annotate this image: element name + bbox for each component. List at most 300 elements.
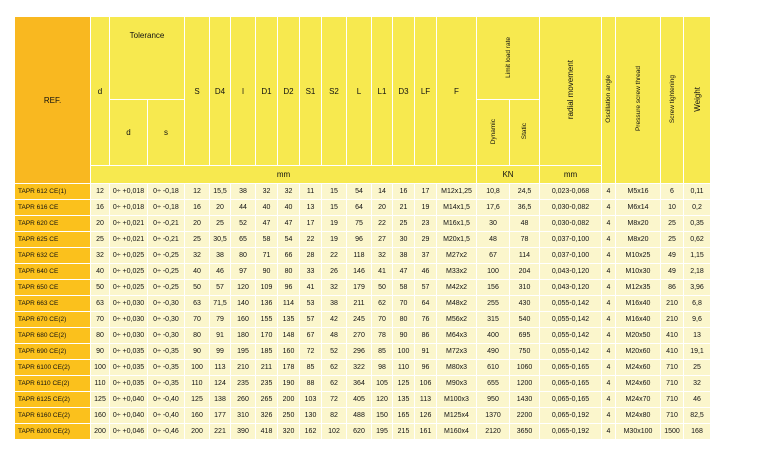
value-cell: 4: [602, 376, 616, 392]
value-cell: 44: [231, 200, 256, 216]
value-cell: 0,2: [684, 200, 711, 216]
l-big-header: L: [347, 17, 372, 166]
value-cell: 0,037-0,100: [540, 248, 602, 264]
value-cell: 211: [256, 360, 278, 376]
value-cell: M12x35: [616, 280, 661, 296]
value-cell: 430: [510, 296, 540, 312]
value-cell: 695: [510, 328, 540, 344]
value-cell: 750: [510, 344, 540, 360]
ref-cell: TAPR 670 CE(2): [15, 312, 91, 328]
value-cell: 114: [510, 248, 540, 264]
value-cell: M64x3: [437, 328, 477, 344]
value-cell: 80: [278, 264, 300, 280]
value-cell: 135: [278, 312, 300, 328]
value-cell: 0÷ +0,025: [110, 280, 148, 296]
value-cell: M80x3: [437, 360, 477, 376]
value-cell: 58: [256, 232, 278, 248]
value-cell: 235: [231, 376, 256, 392]
value-cell: M5x16: [616, 184, 661, 200]
weight-header: [684, 17, 711, 184]
value-cell: 109: [256, 280, 278, 296]
value-cell: 0÷ +0,030: [110, 312, 148, 328]
value-cell: 48: [510, 216, 540, 232]
value-cell: 57: [415, 280, 437, 296]
value-cell: 99: [210, 344, 231, 360]
table-row: [15, 360, 711, 376]
value-cell: 4: [602, 392, 616, 408]
table-row: [15, 392, 711, 408]
value-cell: 58: [393, 280, 415, 296]
value-cell: 405: [347, 392, 372, 408]
value-cell: 32: [322, 280, 347, 296]
value-cell: M100x3: [437, 392, 477, 408]
value-cell: 120: [231, 280, 256, 296]
value-cell: 15: [322, 200, 347, 216]
value-cell: 32: [372, 248, 393, 264]
value-cell: 66: [278, 248, 300, 264]
value-cell: M14x1,5: [437, 200, 477, 216]
value-cell: 100: [477, 264, 510, 280]
value-cell: 320: [278, 424, 300, 440]
value-cell: 49: [661, 248, 684, 264]
value-cell: M24x60: [616, 376, 661, 392]
value-cell: 67: [300, 328, 322, 344]
table-row: [15, 424, 711, 440]
value-cell: 70: [185, 312, 210, 328]
table-row: [15, 216, 711, 232]
value-cell: 32: [185, 248, 210, 264]
value-cell: 130: [300, 408, 322, 424]
value-cell: 9,6: [684, 312, 711, 328]
value-cell: 0÷ -0,30: [148, 328, 185, 344]
value-cell: M42x2: [437, 280, 477, 296]
value-cell: 38: [393, 248, 415, 264]
value-cell: 85: [372, 344, 393, 360]
value-cell: M72x3: [437, 344, 477, 360]
value-cell: 6,8: [684, 296, 711, 312]
value-cell: 71: [256, 248, 278, 264]
screw-tightening-label: Screw tightening: [668, 74, 676, 124]
value-cell: 211: [347, 296, 372, 312]
value-cell: 310: [231, 408, 256, 424]
value-cell: 710: [661, 376, 684, 392]
value-cell: 138: [210, 392, 231, 408]
value-cell: 0÷ -0,18: [148, 200, 185, 216]
value-cell: 250: [278, 408, 300, 424]
value-cell: 50: [372, 280, 393, 296]
ref-cell: TAPR 612 CE(1): [15, 184, 91, 200]
value-cell: 47: [278, 216, 300, 232]
value-cell: 42: [322, 312, 347, 328]
value-cell: 0÷ +0,030: [110, 328, 148, 344]
value-cell: 100: [185, 360, 210, 376]
value-cell: 0,037-0,100: [540, 232, 602, 248]
value-cell: 50: [91, 280, 110, 296]
value-cell: M16x40: [616, 296, 661, 312]
value-cell: 63: [91, 296, 110, 312]
value-cell: M20x60: [616, 344, 661, 360]
value-cell: 195: [231, 344, 256, 360]
value-cell: 75: [347, 216, 372, 232]
value-cell: M20x1,5: [437, 232, 477, 248]
value-cell: 46: [415, 264, 437, 280]
value-cell: 160: [185, 408, 210, 424]
value-cell: M6x14: [616, 200, 661, 216]
value-cell: 41: [300, 280, 322, 296]
value-cell: 610: [477, 360, 510, 376]
value-cell: 96: [347, 232, 372, 248]
value-cell: 165: [393, 408, 415, 424]
value-cell: 80: [91, 328, 110, 344]
value-cell: 2200: [510, 408, 540, 424]
value-cell: 0÷ -0,35: [148, 344, 185, 360]
value-cell: 0,055-0,142: [540, 328, 602, 344]
value-cell: 17: [300, 216, 322, 232]
table-header: [15, 17, 711, 184]
value-cell: 64: [347, 200, 372, 216]
value-cell: 0÷ -0,35: [148, 360, 185, 376]
value-cell: 19: [322, 232, 347, 248]
value-cell: 540: [510, 312, 540, 328]
tolerance-header: Tolerance: [110, 17, 185, 100]
value-cell: 0÷ +0,035: [110, 360, 148, 376]
value-cell: 40: [278, 200, 300, 216]
value-cell: 0÷ -0,46: [148, 424, 185, 440]
value-cell: 221: [210, 424, 231, 440]
value-cell: 54: [347, 184, 372, 200]
value-cell: 29: [415, 232, 437, 248]
ref-cell: TAPR 6125 CE(2): [15, 392, 91, 408]
value-cell: 146: [347, 264, 372, 280]
value-cell: 100: [91, 360, 110, 376]
value-cell: 23: [415, 216, 437, 232]
value-cell: 168: [684, 424, 711, 440]
value-cell: 19: [322, 216, 347, 232]
value-cell: 32: [91, 248, 110, 264]
value-cell: 27: [372, 232, 393, 248]
ref-cell: TAPR 650 CE: [15, 280, 91, 296]
unit-mm-radial: mm: [540, 166, 602, 184]
value-cell: 80: [185, 328, 210, 344]
value-cell: 490: [477, 344, 510, 360]
value-cell: 0,62: [684, 232, 711, 248]
value-cell: M30x100: [616, 424, 661, 440]
value-cell: 0,065-0,192: [540, 408, 602, 424]
value-cell: 54: [278, 232, 300, 248]
value-cell: 41: [372, 264, 393, 280]
value-cell: 85: [300, 360, 322, 376]
value-cell: 20: [185, 216, 210, 232]
value-cell: 72: [300, 344, 322, 360]
value-cell: 204: [510, 264, 540, 280]
value-cell: 0,030-0,082: [540, 200, 602, 216]
value-cell: 52: [231, 216, 256, 232]
dynamic-label: Dynamic: [489, 118, 497, 145]
value-cell: M24x60: [616, 360, 661, 376]
value-cell: M20x50: [616, 328, 661, 344]
value-cell: 62: [322, 376, 347, 392]
value-cell: 296: [347, 344, 372, 360]
value-cell: 86: [415, 328, 437, 344]
value-cell: 185: [256, 344, 278, 360]
d-header: d: [91, 17, 110, 166]
value-cell: 125: [185, 392, 210, 408]
table-row: [15, 312, 711, 328]
value-cell: 98: [372, 360, 393, 376]
value-cell: 91: [415, 344, 437, 360]
table-row: [15, 248, 711, 264]
table-row: [15, 408, 711, 424]
value-cell: 4: [602, 312, 616, 328]
value-cell: 0,043-0,120: [540, 264, 602, 280]
d3-header: D3: [393, 17, 415, 166]
value-cell: 70: [393, 296, 415, 312]
radial-movement-label: radial movement: [566, 60, 575, 120]
value-cell: 200: [185, 424, 210, 440]
value-cell: 17: [415, 184, 437, 200]
value-cell: 57: [300, 312, 322, 328]
static-header: [510, 100, 540, 166]
value-cell: 710: [661, 360, 684, 376]
value-cell: 32: [684, 376, 711, 392]
value-cell: M8x20: [616, 232, 661, 248]
value-cell: 260: [231, 392, 256, 408]
value-cell: 0÷ -0,40: [148, 408, 185, 424]
value-cell: 62: [322, 360, 347, 376]
value-cell: 178: [278, 360, 300, 376]
value-cell: 90: [256, 264, 278, 280]
tolerance-s-header: s: [148, 100, 185, 166]
value-cell: 4: [602, 248, 616, 264]
table-row: [15, 232, 711, 248]
value-cell: 1,15: [684, 248, 711, 264]
value-cell: 106: [415, 376, 437, 392]
value-cell: 32: [256, 184, 278, 200]
static-label: Static: [521, 123, 528, 140]
value-cell: 15: [322, 184, 347, 200]
value-cell: 315: [477, 312, 510, 328]
value-cell: 40: [91, 264, 110, 280]
s-header: S: [185, 17, 210, 166]
value-cell: 135: [393, 392, 415, 408]
value-cell: 20: [210, 200, 231, 216]
value-cell: 160: [231, 312, 256, 328]
value-cell: 38: [322, 296, 347, 312]
value-cell: 57: [210, 280, 231, 296]
l1-header: L1: [372, 17, 393, 166]
value-cell: 270: [347, 328, 372, 344]
value-cell: 210: [661, 296, 684, 312]
value-cell: 25: [661, 232, 684, 248]
value-cell: 0,055-0,142: [540, 312, 602, 328]
value-cell: 120: [372, 392, 393, 408]
value-cell: 4: [602, 280, 616, 296]
value-cell: 63: [185, 296, 210, 312]
unit-kn: KN: [477, 166, 540, 184]
value-cell: 235: [256, 376, 278, 392]
value-cell: 418: [256, 424, 278, 440]
value-cell: 33: [300, 264, 322, 280]
value-cell: 50: [185, 280, 210, 296]
table-row: [15, 328, 711, 344]
s2-header: S2: [322, 17, 347, 166]
pressure-screw-thread-header: [616, 17, 661, 184]
value-cell: M27x2: [437, 248, 477, 264]
value-cell: M16x1,5: [437, 216, 477, 232]
value-cell: 0,043-0,120: [540, 280, 602, 296]
value-cell: 79: [210, 312, 231, 328]
value-cell: 255: [477, 296, 510, 312]
value-cell: 20: [91, 216, 110, 232]
value-cell: 125: [393, 376, 415, 392]
l-header: l: [231, 17, 256, 166]
value-cell: 91: [210, 328, 231, 344]
value-cell: 47: [393, 264, 415, 280]
value-cell: 82: [322, 408, 347, 424]
value-cell: 52: [322, 344, 347, 360]
value-cell: M56x2: [437, 312, 477, 328]
value-cell: M10x30: [616, 264, 661, 280]
value-cell: 215: [393, 424, 415, 440]
value-cell: 80: [231, 248, 256, 264]
oscillation-angle-header: [602, 17, 616, 184]
value-cell: 0÷ +0,018: [110, 184, 148, 200]
value-cell: 124: [210, 376, 231, 392]
value-cell: 265: [256, 392, 278, 408]
table-row: [15, 344, 711, 360]
value-cell: 53: [300, 296, 322, 312]
ref-cell: TAPR 6160 CE(2): [15, 408, 91, 424]
ref-cell: TAPR 620 CE: [15, 216, 91, 232]
value-cell: 46: [684, 392, 711, 408]
value-cell: 4: [602, 344, 616, 360]
value-cell: 710: [661, 392, 684, 408]
value-cell: M24x70: [616, 392, 661, 408]
value-cell: 114: [278, 296, 300, 312]
ref-cell: TAPR 616 CE: [15, 200, 91, 216]
value-cell: 10: [661, 200, 684, 216]
value-cell: 28: [300, 248, 322, 264]
value-cell: 322: [347, 360, 372, 376]
value-cell: 90: [91, 344, 110, 360]
value-cell: 0,065-0,165: [540, 376, 602, 392]
value-cell: M160x4: [437, 424, 477, 440]
value-cell: 950: [477, 392, 510, 408]
value-cell: 1200: [510, 376, 540, 392]
value-cell: 200: [91, 424, 110, 440]
table-body: [15, 184, 711, 440]
value-cell: 71,5: [210, 296, 231, 312]
ref-cell: TAPR 625 CE: [15, 232, 91, 248]
value-cell: 0,030-0,082: [540, 216, 602, 232]
table-row: [15, 264, 711, 280]
value-cell: 155: [256, 312, 278, 328]
value-cell: 17,6: [477, 200, 510, 216]
value-cell: 620: [347, 424, 372, 440]
value-cell: 72: [322, 392, 347, 408]
spec-table: [14, 16, 711, 440]
value-cell: 65: [231, 232, 256, 248]
value-cell: 25: [185, 232, 210, 248]
value-cell: 80: [393, 312, 415, 328]
value-cell: 25: [91, 232, 110, 248]
value-cell: 32: [278, 184, 300, 200]
value-cell: 15,5: [210, 184, 231, 200]
value-cell: 136: [256, 296, 278, 312]
value-cell: 30,5: [210, 232, 231, 248]
value-cell: 25: [684, 360, 711, 376]
value-cell: 103: [300, 392, 322, 408]
value-cell: 1370: [477, 408, 510, 424]
value-cell: M24x80: [616, 408, 661, 424]
value-cell: 0÷ -0,21: [148, 216, 185, 232]
table-row: [15, 184, 711, 200]
value-cell: 310: [510, 280, 540, 296]
value-cell: 3,96: [684, 280, 711, 296]
value-cell: M10x25: [616, 248, 661, 264]
value-cell: 210: [231, 360, 256, 376]
value-cell: M125x4: [437, 408, 477, 424]
value-cell: 4: [602, 296, 616, 312]
value-cell: 150: [372, 408, 393, 424]
value-cell: 0÷ +0,021: [110, 232, 148, 248]
value-cell: 4: [602, 328, 616, 344]
value-cell: 0,055-0,142: [540, 344, 602, 360]
value-cell: 4: [602, 232, 616, 248]
value-cell: 90: [185, 344, 210, 360]
value-cell: 140: [231, 296, 256, 312]
value-cell: 4: [602, 424, 616, 440]
value-cell: 30: [477, 216, 510, 232]
value-cell: 96: [278, 280, 300, 296]
limit-load-rate-header: [477, 17, 540, 100]
value-cell: M12x1,25: [437, 184, 477, 200]
value-cell: 12: [91, 184, 110, 200]
value-cell: 180: [231, 328, 256, 344]
value-cell: 0,065-0,165: [540, 360, 602, 376]
value-cell: 22: [322, 248, 347, 264]
value-cell: 16: [185, 200, 210, 216]
ref-cell: TAPR 6100 CE(2): [15, 360, 91, 376]
value-cell: 0÷ -0,35: [148, 376, 185, 392]
value-cell: 40: [256, 200, 278, 216]
value-cell: 0÷ -0,21: [148, 232, 185, 248]
value-cell: 100: [393, 344, 415, 360]
value-cell: 177: [210, 408, 231, 424]
value-cell: 4: [602, 216, 616, 232]
value-cell: 48: [477, 232, 510, 248]
value-cell: 3650: [510, 424, 540, 440]
limit-load-rate-label: Limit load rate: [504, 36, 512, 78]
value-cell: 0÷ +0,018: [110, 200, 148, 216]
value-cell: 0÷ +0,021: [110, 216, 148, 232]
value-cell: 62: [372, 296, 393, 312]
ref-cell: TAPR 663 CE: [15, 296, 91, 312]
value-cell: 70: [91, 312, 110, 328]
value-cell: 0÷ +0,025: [110, 264, 148, 280]
value-cell: 326: [256, 408, 278, 424]
value-cell: 410: [661, 328, 684, 344]
value-cell: 38: [231, 184, 256, 200]
value-cell: 16: [91, 200, 110, 216]
value-cell: 118: [347, 248, 372, 264]
value-cell: 110: [393, 360, 415, 376]
value-cell: 88: [300, 376, 322, 392]
value-cell: 0,11: [684, 184, 711, 200]
value-cell: 400: [477, 328, 510, 344]
value-cell: 156: [477, 280, 510, 296]
value-cell: 76: [415, 312, 437, 328]
